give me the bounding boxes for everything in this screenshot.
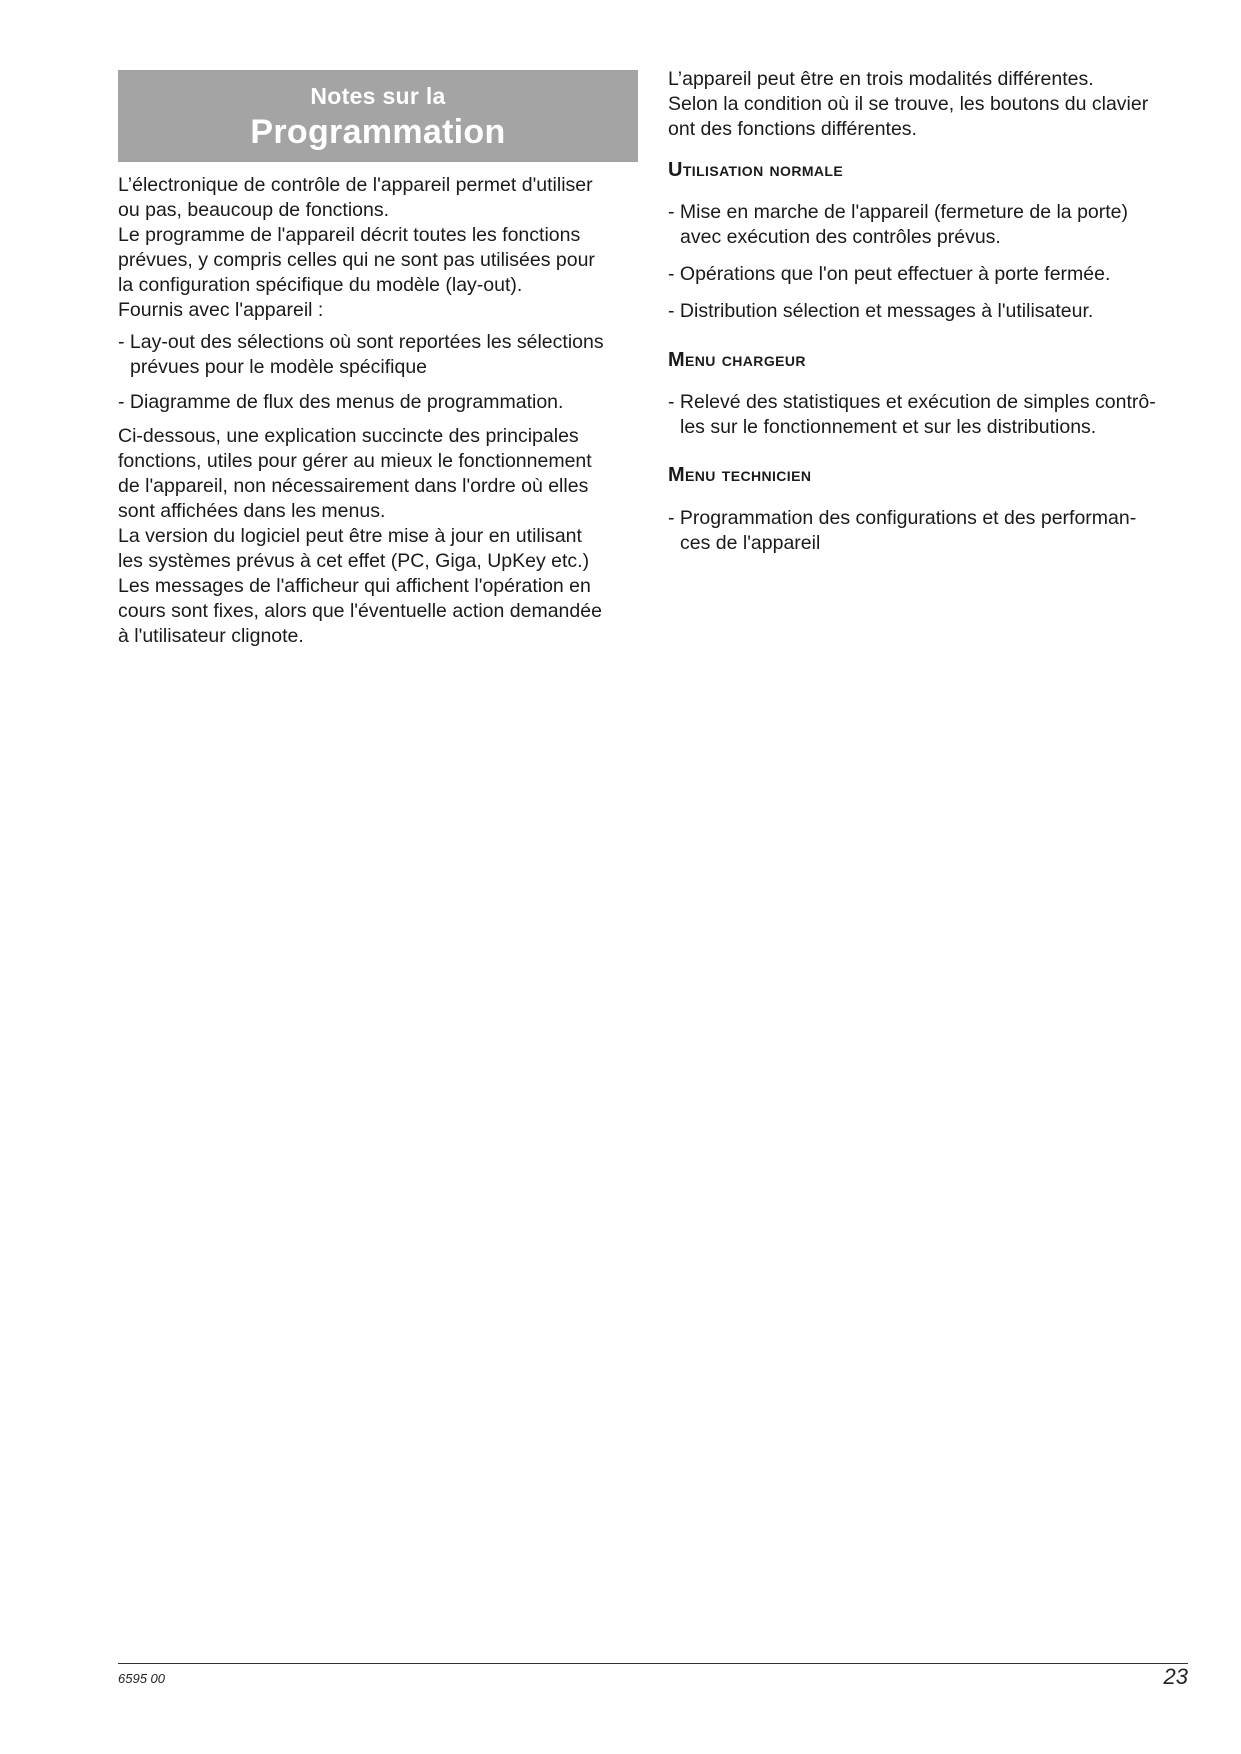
text-line: - Programmation des configurations et des performan- xyxy=(668,507,1137,529)
text-line: Ci-dessous, une explication succincte des principales xyxy=(118,425,579,447)
text-line: ou pas, beaucoup de fonctions. xyxy=(118,199,390,221)
list-item xyxy=(668,200,1210,250)
title-line-small: Notes sur la xyxy=(310,83,446,109)
text-line: prévues, y compris celles qui ne sont pas utilisées pour xyxy=(118,249,595,271)
text-line: à l'utilisateur clignote. xyxy=(118,625,304,647)
text-line: avec exécution des contrôles prévus. xyxy=(680,226,1001,248)
text-line: L’électronique de contrôle de l'appareil permet d'utiliser xyxy=(118,174,593,196)
list-item xyxy=(668,262,1198,287)
list-item xyxy=(668,390,1210,440)
left-intro-paragraph xyxy=(118,173,648,323)
text-line: L’appareil peut être en trois modalités différentes. xyxy=(668,68,1094,90)
text-line: prévues pour le modèle spécifique xyxy=(130,356,428,378)
right-intro-paragraph xyxy=(668,67,1198,142)
document-code: 6595 00 xyxy=(118,1671,165,1686)
text-line: La version du logiciel peut être mise à jour en utilisant xyxy=(118,525,582,547)
text-line: cours sont fixes, alors que l'éventuelle action demandée xyxy=(118,600,602,622)
heading-utilisation-normale: Utilisation normale xyxy=(668,159,844,181)
text-line: - Relevé des statistiques et exécution de simples contrô- xyxy=(668,391,1156,413)
page-number: 23 xyxy=(1163,1664,1188,1689)
text-line: - Diagramme de flux des menus de programmation. xyxy=(118,391,564,413)
title-line-big: Programmation xyxy=(250,113,506,151)
text-line: les systèmes prévus à cet effet (PC, Giga, UpKey etc.) xyxy=(118,550,590,572)
left-body-paragraph xyxy=(118,424,648,649)
text-line: - Mise en marche de l'appareil (fermeture de la porte) xyxy=(668,201,1129,223)
footer-divider xyxy=(118,1663,1188,1664)
text-line: Les messages de l'afficheur qui affichent l'opération en xyxy=(118,575,591,597)
text-line: fonctions, utiles pour gérer au mieux le fonctionnement xyxy=(118,450,592,472)
text-line: la configuration spécifique du modèle (lay-out). xyxy=(118,274,523,296)
list-item xyxy=(668,506,1210,556)
text-line: sont affichées dans les menus. xyxy=(118,500,386,522)
text-line: Le programme de l'appareil décrit toutes les fonctions xyxy=(118,224,581,246)
list-item xyxy=(668,299,1198,324)
heading-menu-chargeur: Menu chargeur xyxy=(668,349,806,371)
text-line: ont des fonctions différentes. xyxy=(668,118,917,140)
text-line: Fournis avec l'appareil : xyxy=(118,299,324,321)
left-bullet-layout xyxy=(118,330,660,380)
text-line: de l'appareil, non nécessairement dans l'ordre où elles xyxy=(118,475,589,497)
text-line: ces de l'appareil xyxy=(680,532,821,554)
text-line: les sur le fonctionnement et sur les distributions. xyxy=(680,416,1097,438)
text-line: - Distribution sélection et messages à l'utilisateur. xyxy=(668,300,1094,322)
heading-menu-technicien: Menu technicien xyxy=(668,464,812,486)
text-line: - Lay-out des sélections où sont reportées les sélections xyxy=(118,331,604,353)
text-line: Selon la condition où il se trouve, les boutons du clavier xyxy=(668,93,1149,115)
text-line: - Opérations que l'on peut effectuer à porte fermée. xyxy=(668,263,1111,285)
left-bullet-diagram xyxy=(118,390,648,415)
section-title-banner xyxy=(118,70,638,162)
